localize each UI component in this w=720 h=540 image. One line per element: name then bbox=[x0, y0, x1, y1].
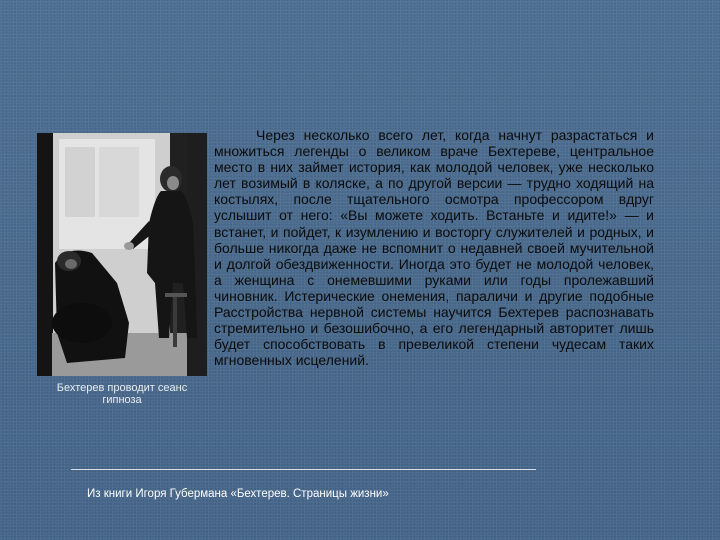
divider-line bbox=[71, 469, 536, 470]
photo-caption-line-2: гипноза bbox=[102, 394, 142, 406]
source-footnote: Из книги Игоря Губермана «Бехтерев. Страницы жизни» bbox=[87, 488, 389, 500]
photo-caption-line-1: Бехтерев проводит сеанс bbox=[56, 382, 188, 394]
photo-caption bbox=[30, 382, 214, 406]
main-paragraph: Через несколько всего лет, когда начнут разрастаться и множиться легенды о великом враче Бехтереве, центральное место в них займет история, как молодой человек, уже несколько лет возимый в коляске, а по другой версии — трудно ходящий на костылях, после тщательного осмотра профессором вдруг услышит от него: «Вы можете ходить. Встаньте и идите!» — и встанет, и пойдет, к изумлению и восторгу служителей и родных, и больше никогда даже не вспомнит о недавней своей мучительной и долгой обездвиженности. Иногда это будет не молодой человек, а женщина с онемевшими руками или годы пролежавший чиновник. Истерические онемения, параличи и другие подобные Расстройства нервной системы научится Бехтерев распознавать стремительно и безошибочно, а его легендарный авторитет лишь будет способствовать в превеликой степени чудесам таких мгновенных исцелений. bbox=[214, 127, 654, 369]
historical-photo bbox=[37, 133, 207, 376]
